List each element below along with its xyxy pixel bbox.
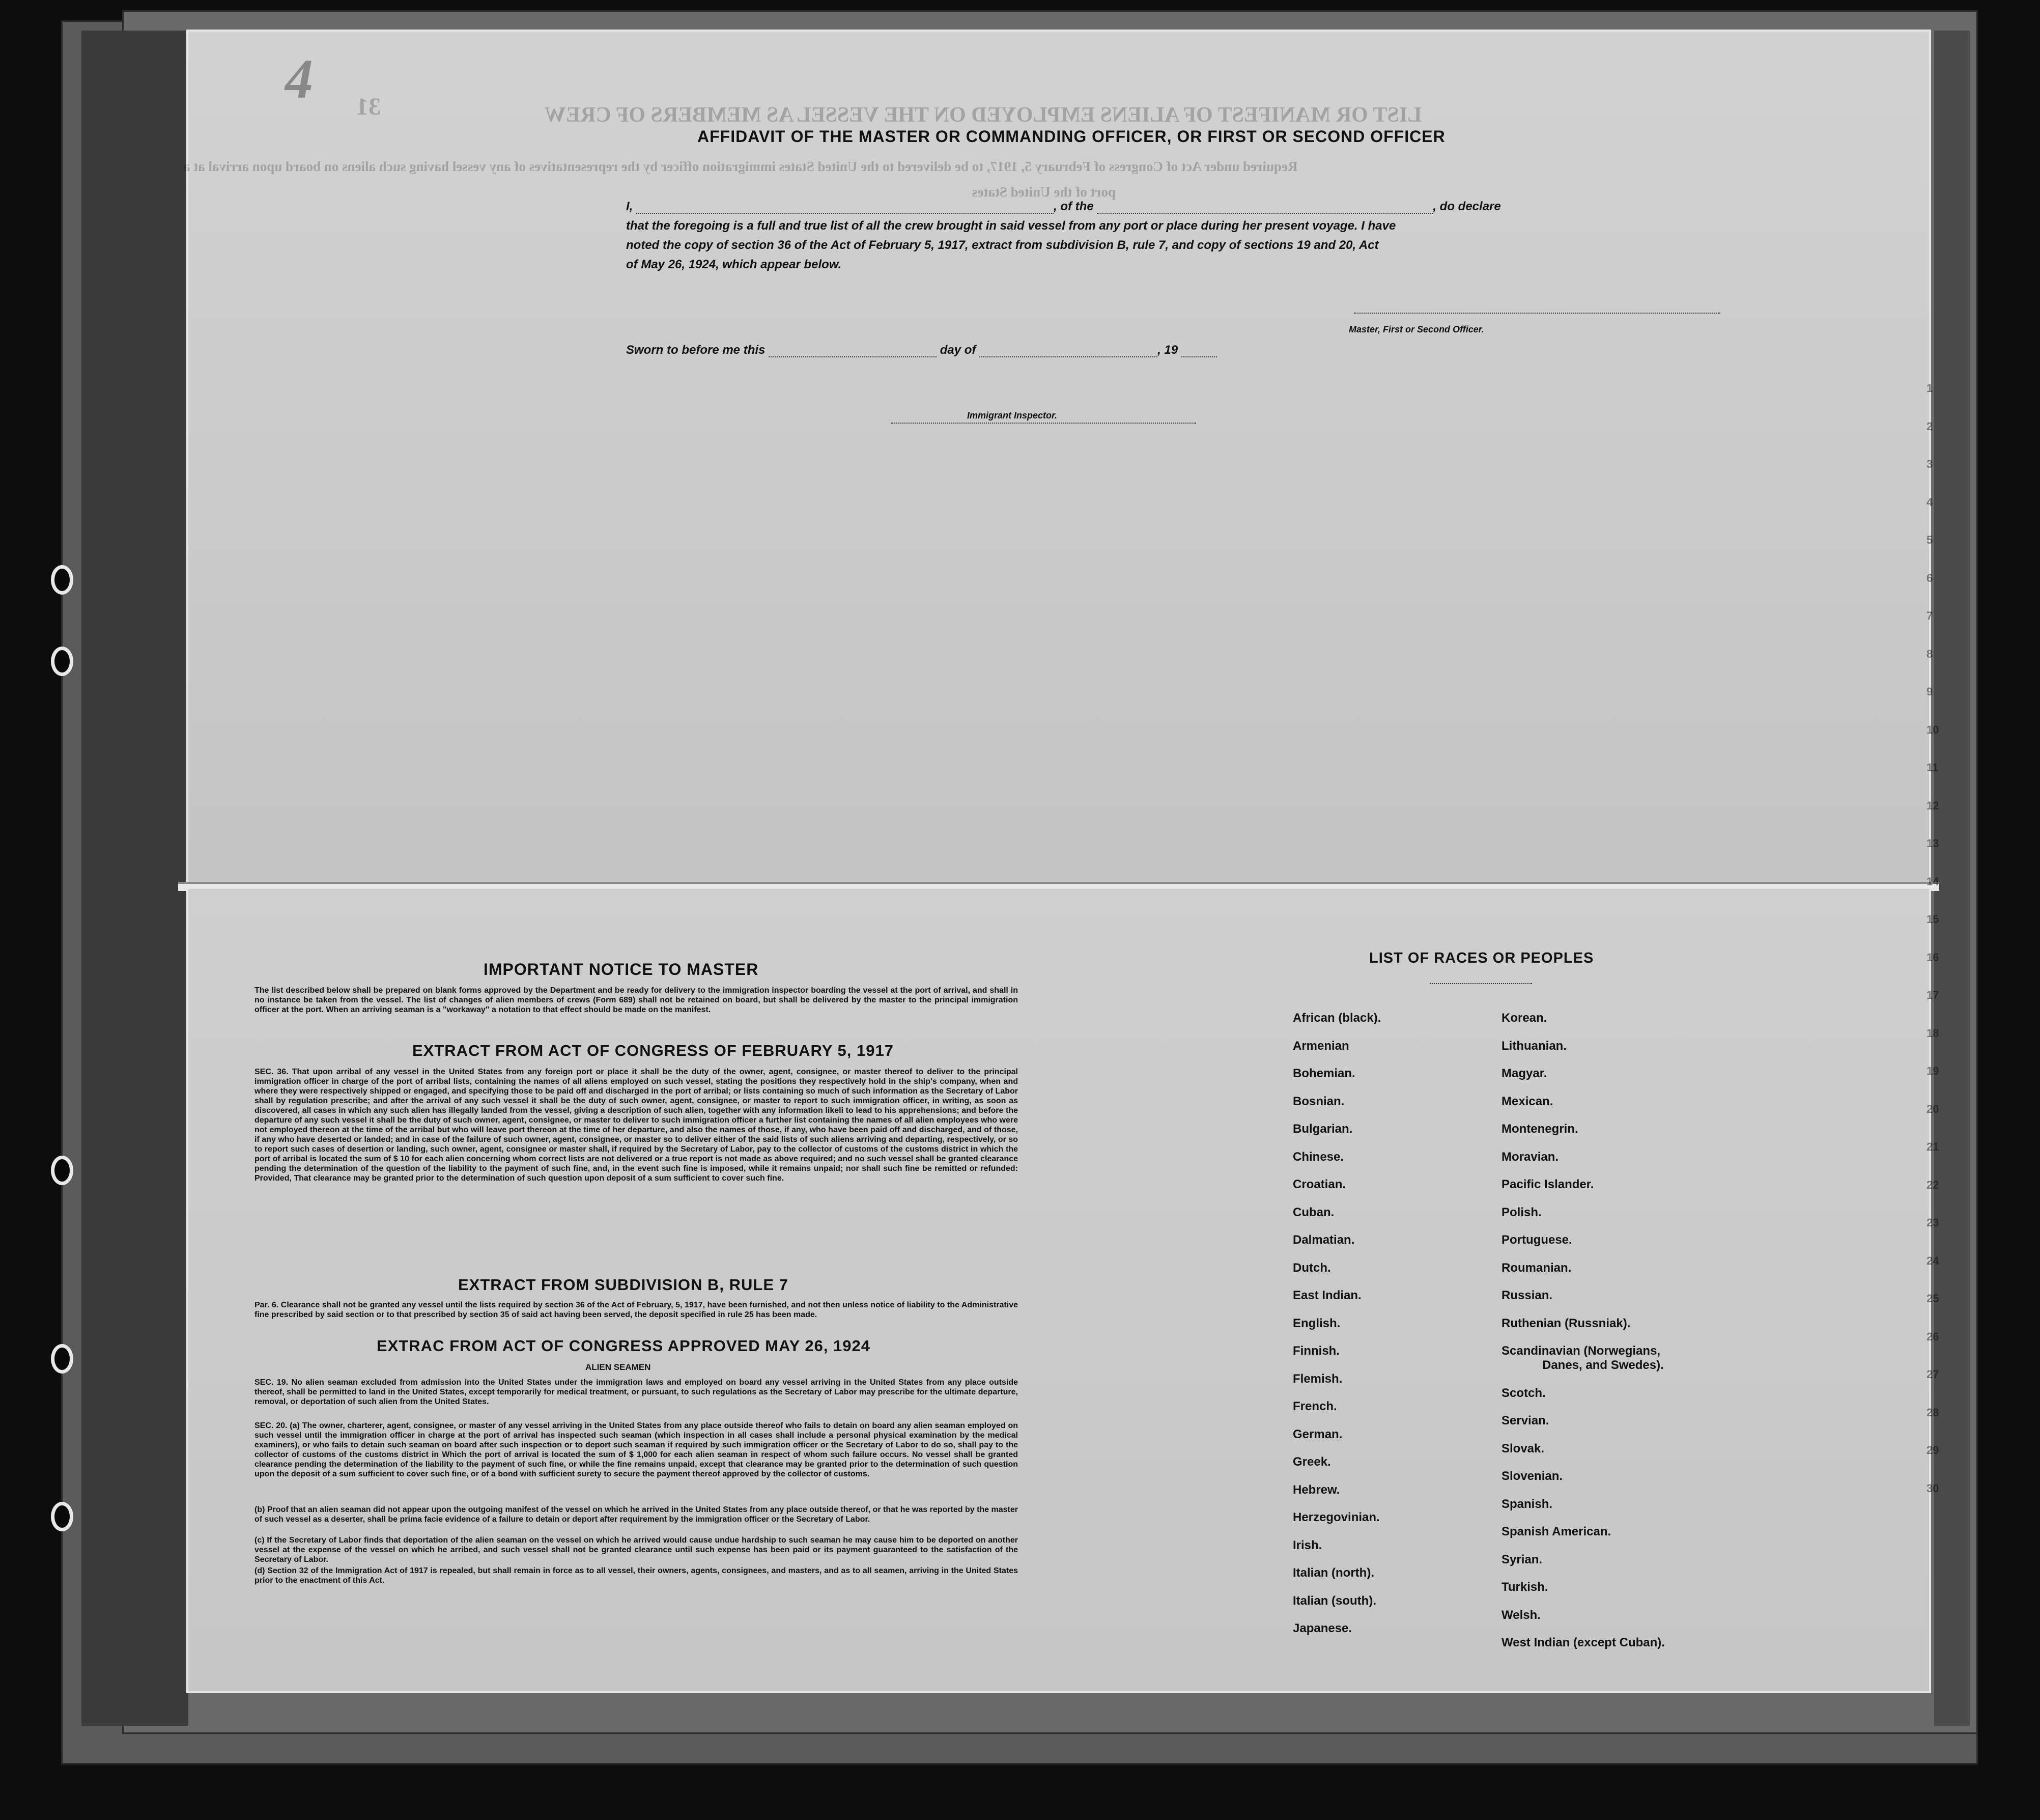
extract-1924-title: EXTRAC FROM ACT OF CONGRESS APPROVED MAY 26, 1924 — [377, 1337, 871, 1355]
row-number: 20 — [1926, 1102, 1939, 1115]
row-number: 29 — [1926, 1444, 1939, 1457]
race-item: Bulgarian. — [1293, 1122, 1353, 1136]
row-number: 3 — [1926, 458, 1933, 470]
affidavit-title: AFFIDAVIT OF THE MASTER OR COMMANDING OFFICER, OR FIRST OR SECOND OFFICER — [697, 127, 1446, 146]
extract-1917-body: SEC. 36. That upon arribal of any vessel in the United States from any foreign port or place it shall be the duty of the owner, agent, consignee, or master thereof to deliver to the principal immigration officer in charge of the port of arribal lists, containing the names of all aliens employed on such vessel, stating the positions they respectively hold in the ship's company, when and where they were respectively shipped or engaged, and specifying those to be paid off and discharged in the port of arribal; or lists containing so much of such information as the Secretary of Labor shall by regulation prescribe; and after the arrival of any such vessel it shall be the duty of such owner, agent, consignee, or master to report to such immigration officer, in writing, as soon as discovered, all cases in which any such alien has illegally landed from the vessel, giving a description of such alien, together with any information likeli to lead to his apprehensions; and before the departure of any such vessel it shall be the duty of such owner, agent, consignee, or master to deliver to such immigration officer a further list containing the names of all alien employees who were not employed thereon at the time of the arribal but who will leave port thereon at the time of her departure, and also the names of those, if any, who have been paid off and discharged, and of those, if any who have deserted or landed; and in case of the failure of such owner, agent, consignee, or master so to deliver either of the said lists of such aliens arriving and departing, respectively, or so to report such cases of desertion or landing, such owner, agent, consignee or master shall, if required by the Secretary of Labor, pay to the collector of customs of the customs district in which the port of arribal is located the sum of $ 10 for each alien concerning whom correct lists are not delivered or a true report is not made as above required; and no such vessel shall be granted clearance pending the determination of the question of the liability to the payment of such fine, and, in the event such fine is imposed, while it remains unpaid; nor shall such fine be remitted or refunded: Provided, That clearance may be granted prior to the determination of such question upon deposit of a sum sufficient to cover such fine. — [254, 1068, 1018, 1183]
race-item: Irish. — [1293, 1538, 1322, 1552]
race-item: Italian (south). — [1293, 1593, 1376, 1608]
affidavit-panel — [183, 32, 1929, 882]
extract-1917-title: EXTRACT FROM ACT OF CONGRESS OF FEBRUARY 5, 1917 — [412, 1042, 894, 1059]
race-item: Bosnian. — [1293, 1094, 1345, 1108]
row-number: 6 — [1926, 571, 1933, 584]
race-item: Scotch. — [1501, 1386, 1546, 1400]
row-number: 14 — [1926, 875, 1939, 888]
ghost-port-line: port of the United States — [972, 184, 1116, 200]
row-number: 5 — [1926, 534, 1933, 546]
row-number: 13 — [1926, 837, 1939, 850]
row-number: 1 — [1926, 382, 1933, 395]
race-item: Chinese. — [1293, 1150, 1344, 1164]
race-item: Dutch. — [1293, 1261, 1331, 1275]
race-item: Italian (north). — [1293, 1566, 1374, 1580]
sworn-year-field[interactable] — [1181, 356, 1217, 357]
row-number: 4 — [1926, 495, 1933, 509]
row-number: 8 — [1926, 647, 1933, 660]
race-item: Cuban. — [1293, 1205, 1335, 1219]
ghost-required-line: Required under Act of Congress of February 5, 1917, to be delivered to the United States immigration officer by the representatives of any vessel having such aliens on board upon arrival at a — [183, 159, 1298, 174]
notice-body: The list described below shall be prepared on blank forms approved by the Department and be ready for delivery to the immigration inspector boarding the vessel at the port of arrival, and shall in no instance be taken from the vessel. The list of changes of alien members of crews (Form 689) shall not be retained on board, but shall be delivered by the master to the principal immigration officer at the port. When an arriving seaman is a "workaway" a notation to that effect should be made on the manifest. — [254, 986, 1018, 1014]
row-number: 11 — [1926, 761, 1939, 774]
affidavit-line2: that the foregoing is a full and true list of all the crew brought in said vessel from any port or place during her present voyage. I have — [626, 219, 1396, 233]
row-number: 19 — [1926, 1065, 1939, 1077]
row-number: 7 — [1926, 609, 1933, 622]
punch-hole — [51, 1156, 73, 1185]
affidavit-line1 — [626, 200, 1501, 214]
race-item: Syrian. — [1501, 1552, 1543, 1566]
extract-rule7-body: Par. 6. Clearance shall not be granted any vessel until the lists required by section 36 of the Act of February, 5, 1917, have been furnished, and not then unless notice of liability to the Administrative fine prescribed by said section or to that prescribed by section 35 of said act having been served, the deposit specified in rule 25 has been made. — [254, 1301, 1018, 1319]
row-number: 21 — [1926, 1140, 1939, 1153]
sec-19: SEC. 19. No alien seaman excluded from admission into the United States under the immigration laws and employed on board any vessel arriving in the United States from any place outside thereof, shall be permitted to land in the United States, except temporarily for medical treatment, or pursuant, to such regulations as the Secretary of Labor may prescribe for the ultimate departure, removal, or deportation of such alien from the United States. — [254, 1378, 1018, 1406]
race-item: Finnish. — [1293, 1344, 1340, 1358]
race-item: Polish. — [1501, 1205, 1542, 1219]
ghost-sheet-number: 31 — [356, 93, 381, 120]
race-item: Japanese. — [1293, 1621, 1352, 1635]
affidavit-i: I, — [626, 200, 633, 213]
punch-hole — [51, 647, 73, 676]
row-number: 17 — [1926, 989, 1939, 1001]
race-item: Magyar. — [1501, 1067, 1547, 1080]
affidavit-declare: , do declare — [1433, 200, 1501, 213]
race-item: Hebrew. — [1293, 1482, 1340, 1497]
race-item: Pacific Islander. — [1501, 1178, 1594, 1191]
race-item: Welsh. — [1501, 1608, 1541, 1622]
race-item: French. — [1293, 1399, 1337, 1413]
row-number: 12 — [1926, 799, 1939, 812]
affidavit-line3: noted the copy of section 36 of the Act of February 5, 1917, extract from subdivision B, rule 7, and copy of sections 19 and 20, Act — [626, 238, 1379, 252]
race-item: Lithuanian. — [1501, 1039, 1567, 1053]
race-item: Ruthenian (Russniak). — [1501, 1316, 1631, 1330]
sworn-month-field[interactable] — [979, 356, 1157, 357]
race-item: Servian. — [1501, 1414, 1549, 1427]
sec-20a: SEC. 20. (a) The owner, charterer, agent, consignee, or master of any vessel arriving in the United States from any place outside thereof who fails to detain on board any alien seaman employed on such vessel until the immigration officer in charge at the port of arrival has inspected such seaman (which inspection in all cases shall include a personal physical examination by the medical examiners), or who fails to detain such seaman on board after such inspection or to deport such seaman if required by such immigration officer or the Secretary of Labor to do so, shall pay to the collector of customs of the customs district in Which the port of arrival is located the sum of $ 1,000 for each alien seaman in respect of whom such failure occurs. No vessel shall be granted clearance pending the determination of the liability to the payment of such fine, or while the fine remains unpaid, except that clearance may be granted prior to the determination of such question upon the deposit of a sum sufficient to cover such fine, or of a bond with sufficient surety to secure the payment thereof approved by the collector of customs. — [254, 1421, 1018, 1478]
race-item: Russian. — [1501, 1289, 1553, 1302]
regulations-panel — [188, 889, 1929, 1691]
race-item: Mexican. — [1501, 1094, 1553, 1108]
row-number: 16 — [1926, 950, 1939, 964]
extract-rule7-title: EXTRACT FROM SUBDIVISION B, RULE 7 — [458, 1276, 788, 1294]
row-number: 25 — [1926, 1292, 1939, 1305]
sworn-line — [626, 343, 1217, 357]
ghost-title: LIST OR MANIFEST OF ALIENS EMPLOYED ON THE VESSEL AS MEMBERS OF CREW — [545, 103, 1422, 127]
alien-seamen-subtitle: ALIEN SEAMEN — [585, 1362, 651, 1372]
race-item: Slovenian. — [1501, 1469, 1563, 1483]
race-item: Scandinavian (Norwegians, — [1501, 1344, 1661, 1358]
races-title-rule — [1430, 983, 1532, 984]
race-item: Armenian — [1293, 1039, 1349, 1053]
race-item: Croatian. — [1293, 1178, 1346, 1191]
binder-strip — [1934, 31, 1970, 1726]
manifest-sheet — [183, 32, 1929, 1691]
punch-hole — [51, 1502, 73, 1531]
race-item: Spanish American. — [1501, 1525, 1611, 1538]
punch-hole — [51, 565, 73, 595]
inspector-signature-field[interactable] — [891, 423, 1196, 424]
day-of-label: day of — [940, 343, 976, 357]
vessel-field[interactable] — [1097, 213, 1433, 214]
race-item: Moravian. — [1501, 1150, 1559, 1164]
master-signature-field[interactable] — [1354, 313, 1720, 314]
row-number: 24 — [1926, 1254, 1939, 1267]
master-label: Master, First or Second Officer. — [1349, 324, 1484, 334]
punch-hole — [51, 1344, 73, 1374]
row-number: 23 — [1926, 1216, 1939, 1229]
race-item: Montenegrin. — [1501, 1122, 1578, 1136]
race-item: Dalmatian. — [1293, 1233, 1355, 1247]
race-item: Greek. — [1293, 1455, 1331, 1469]
race-item: African (black). — [1293, 1011, 1381, 1025]
race-item: West Indian (except Cuban). — [1501, 1636, 1665, 1649]
race-item: Korean. — [1501, 1011, 1547, 1025]
sworn-label: Sworn to before me this — [626, 343, 766, 357]
race-item: Flemish. — [1293, 1371, 1343, 1386]
handwritten-mark: 4 — [285, 48, 313, 110]
race-item: Slovak. — [1501, 1441, 1545, 1455]
row-number: 2 — [1926, 419, 1933, 433]
race-item: Spanish. — [1501, 1497, 1553, 1511]
notice-title: IMPORTANT NOTICE TO MASTER — [484, 960, 759, 978]
binder-strip — [81, 31, 188, 1726]
sec-20b: (b) Proof that an alien seaman did not appear upon the outgoing manifest of the vessel on which he arrived in the United States from any place outside thereof, or that he was reported by the master of such vessel as a deserter, shall be prima facie evidence of a failure to detain or deport after requirement by the immigration officer or the Secretary of Labor. — [254, 1505, 1018, 1524]
row-number: 26 — [1926, 1330, 1939, 1343]
sworn-day-field[interactable] — [769, 356, 937, 357]
race-item: East Indian. — [1293, 1289, 1362, 1302]
race-item: Herzegovinian. — [1293, 1510, 1380, 1524]
affidavit-line4: of May 26, 1924, which appear below. — [626, 258, 842, 271]
row-number: 10 — [1926, 723, 1939, 736]
race-item: Bohemian. — [1293, 1067, 1355, 1080]
race-item: Turkish. — [1501, 1580, 1548, 1594]
name-field[interactable] — [636, 213, 1054, 214]
race-item: Roumanian. — [1501, 1261, 1572, 1275]
inspector-label: Immigrant Inspector. — [967, 410, 1058, 421]
races-title: LIST OF RACES OR PEOPLES — [1369, 950, 1594, 966]
row-number: 18 — [1926, 1026, 1939, 1040]
row-number: 22 — [1926, 1178, 1939, 1191]
race-item: German. — [1293, 1427, 1343, 1441]
row-number: 15 — [1926, 913, 1939, 926]
year-label: , 19 — [1157, 343, 1178, 357]
race-item: Portuguese. — [1501, 1233, 1572, 1247]
sec-20d: (d) Section 32 of the Immigration Act of 1917 is repealed, but shall remain in force as to all vessel, their owners, agents, consignees, and masters, and as to all seamen, arriving in the United States prior to the enactment of this Act. — [254, 1566, 1018, 1585]
sec-20c: (c) If the Secretary of Labor finds that deportation of the alien seaman on the vessel on which he arrived would cause undue hardship to such seaman he may cause him to be deported on another vessel at the expense of the vessel on which he arribed, and such vessel shall not be granted clearance until such expense has been paid or its payment guaranteed to the satisfaction of the Secretary of Labor. — [254, 1536, 1018, 1564]
row-number: 27 — [1926, 1368, 1939, 1381]
race-item: English. — [1293, 1316, 1341, 1330]
affidavit-of: , of the — [1054, 200, 1094, 213]
row-number: 28 — [1926, 1406, 1939, 1419]
race-item: Danes, and Swedes). — [1542, 1358, 1664, 1372]
row-number: 9 — [1926, 685, 1933, 698]
row-number: 30 — [1926, 1481, 1939, 1495]
